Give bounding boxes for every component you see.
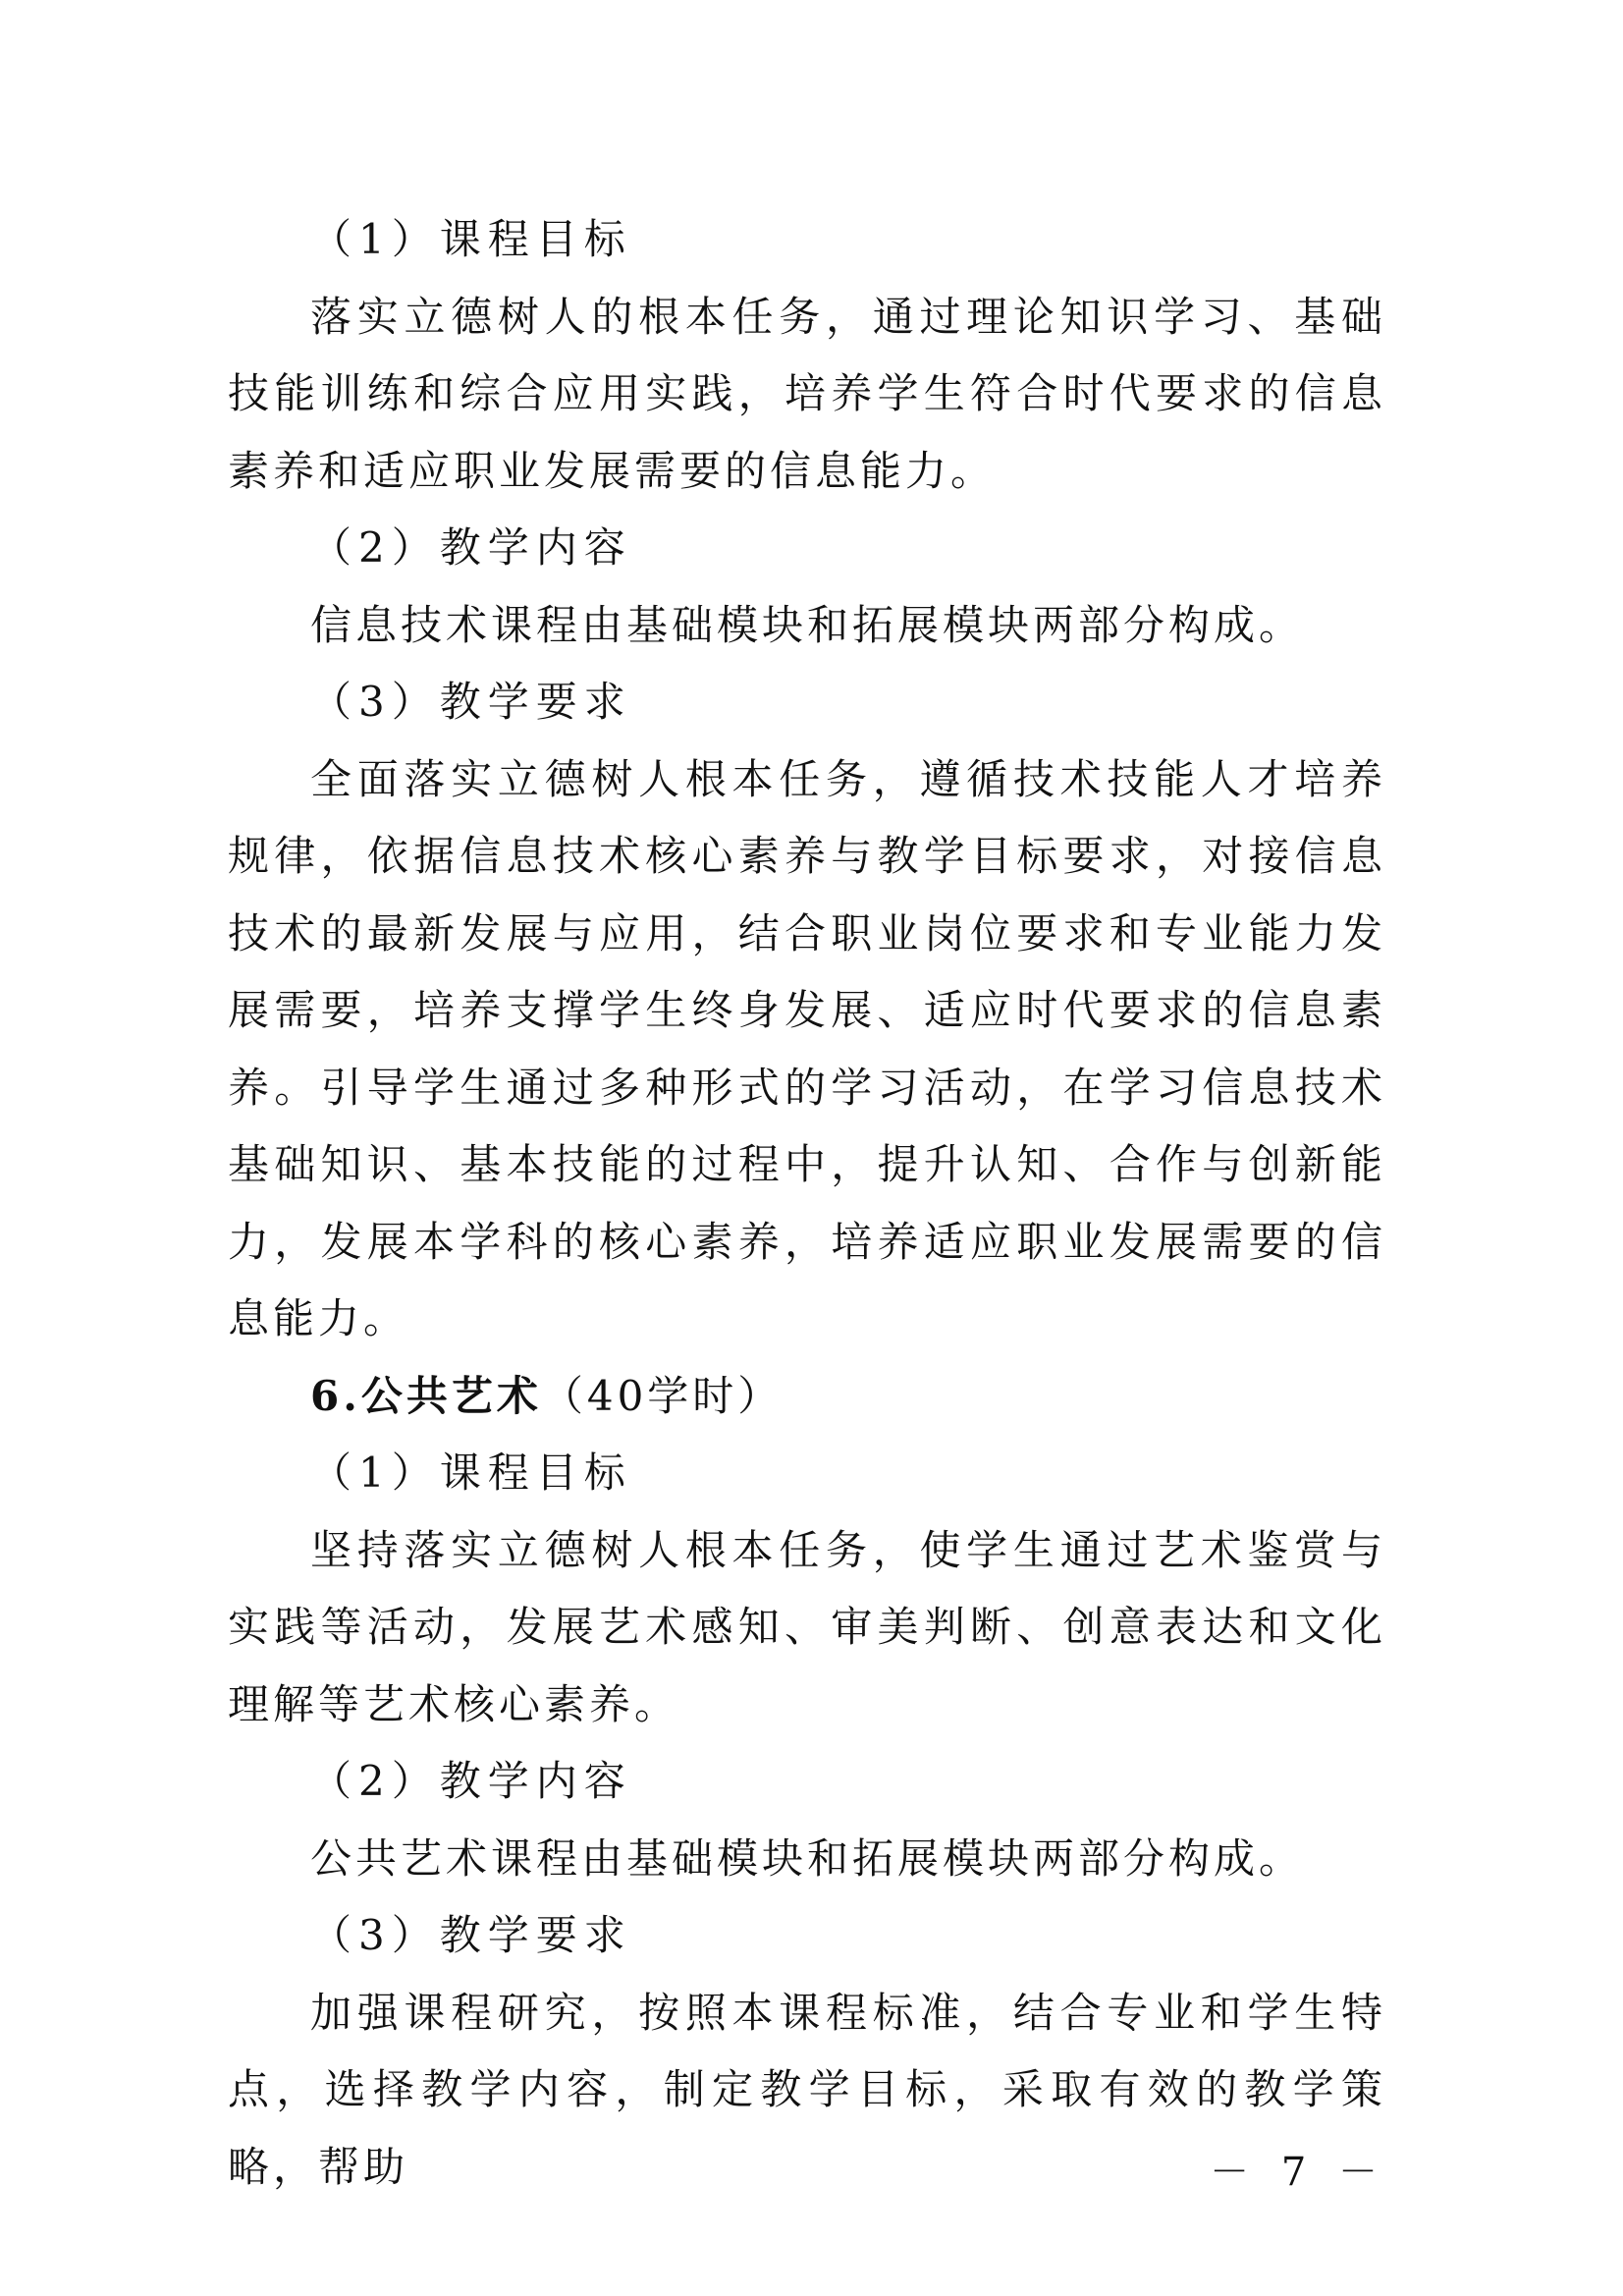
paragraph-course-goal: 落实立德树人的根本任务，通过理论知识学习、基础技能训练和综合应用实践，培养学生符合时代要求的信息素养和适应职业发展需要的信息能力。 <box>228 292 1386 495</box>
art-paragraph-teaching-requirements: 加强课程研究，按照本课程标准，结合专业和学生特点，选择教学内容，制定教学目标，采取有效的教学策略，帮助 <box>228 1988 1386 2191</box>
art-paragraph-course-goal: 坚持落实立德树人根本任务，使学生通过艺术鉴赏与实践等活动，发展艺术感知、审美判断、创意表达和文化理解等艺术核心素养。 <box>228 1525 1386 1728</box>
art-paragraph-teaching-content: 公共艺术课程由基础模块和拓展模块两部分构成。 <box>310 1833 1305 1883</box>
section-title-hours: （40学时） <box>541 1371 784 1420</box>
section-heading-teaching-content: （2）教学内容 <box>310 523 632 572</box>
art-heading-course-goal: （1）课程目标 <box>310 1449 632 1497</box>
section-heading-teaching-requirements: （3）教学要求 <box>310 678 632 726</box>
section-heading-course-goal: （1）课程目标 <box>310 215 632 263</box>
page-number: － 7 － <box>1210 2150 1387 2195</box>
paragraph-teaching-content: 信息技术课程由基础模块和拓展模块两部分构成。 <box>310 600 1305 649</box>
section-title-public-art <box>228 1358 1386 1436</box>
art-heading-teaching-content: （2）教学内容 <box>310 1757 632 1805</box>
section-title-number-name: 6.公共艺术 <box>310 1371 542 1420</box>
paragraph-teaching-requirements: 全面落实立德树人根本任务，遵循技术技能人才培养规律，依据信息技术核心素养与教学目标要求，对接信息技术的最新发展与应用，结合职业岗位要求和专业能力发展需要，培养支撑学生终身发展、适应时代要求的信息素养。引导学生通过多种形式的学习活动，在学习信息技术基础知识、基本技能的过程中，提升认知、合作与创新能力，发展本学科的核心素养，培养适应职业发展需要的信息能力。 <box>228 754 1386 1342</box>
art-heading-teaching-requirements: （3）教学要求 <box>310 1911 632 1959</box>
document-body <box>228 201 1386 2206</box>
